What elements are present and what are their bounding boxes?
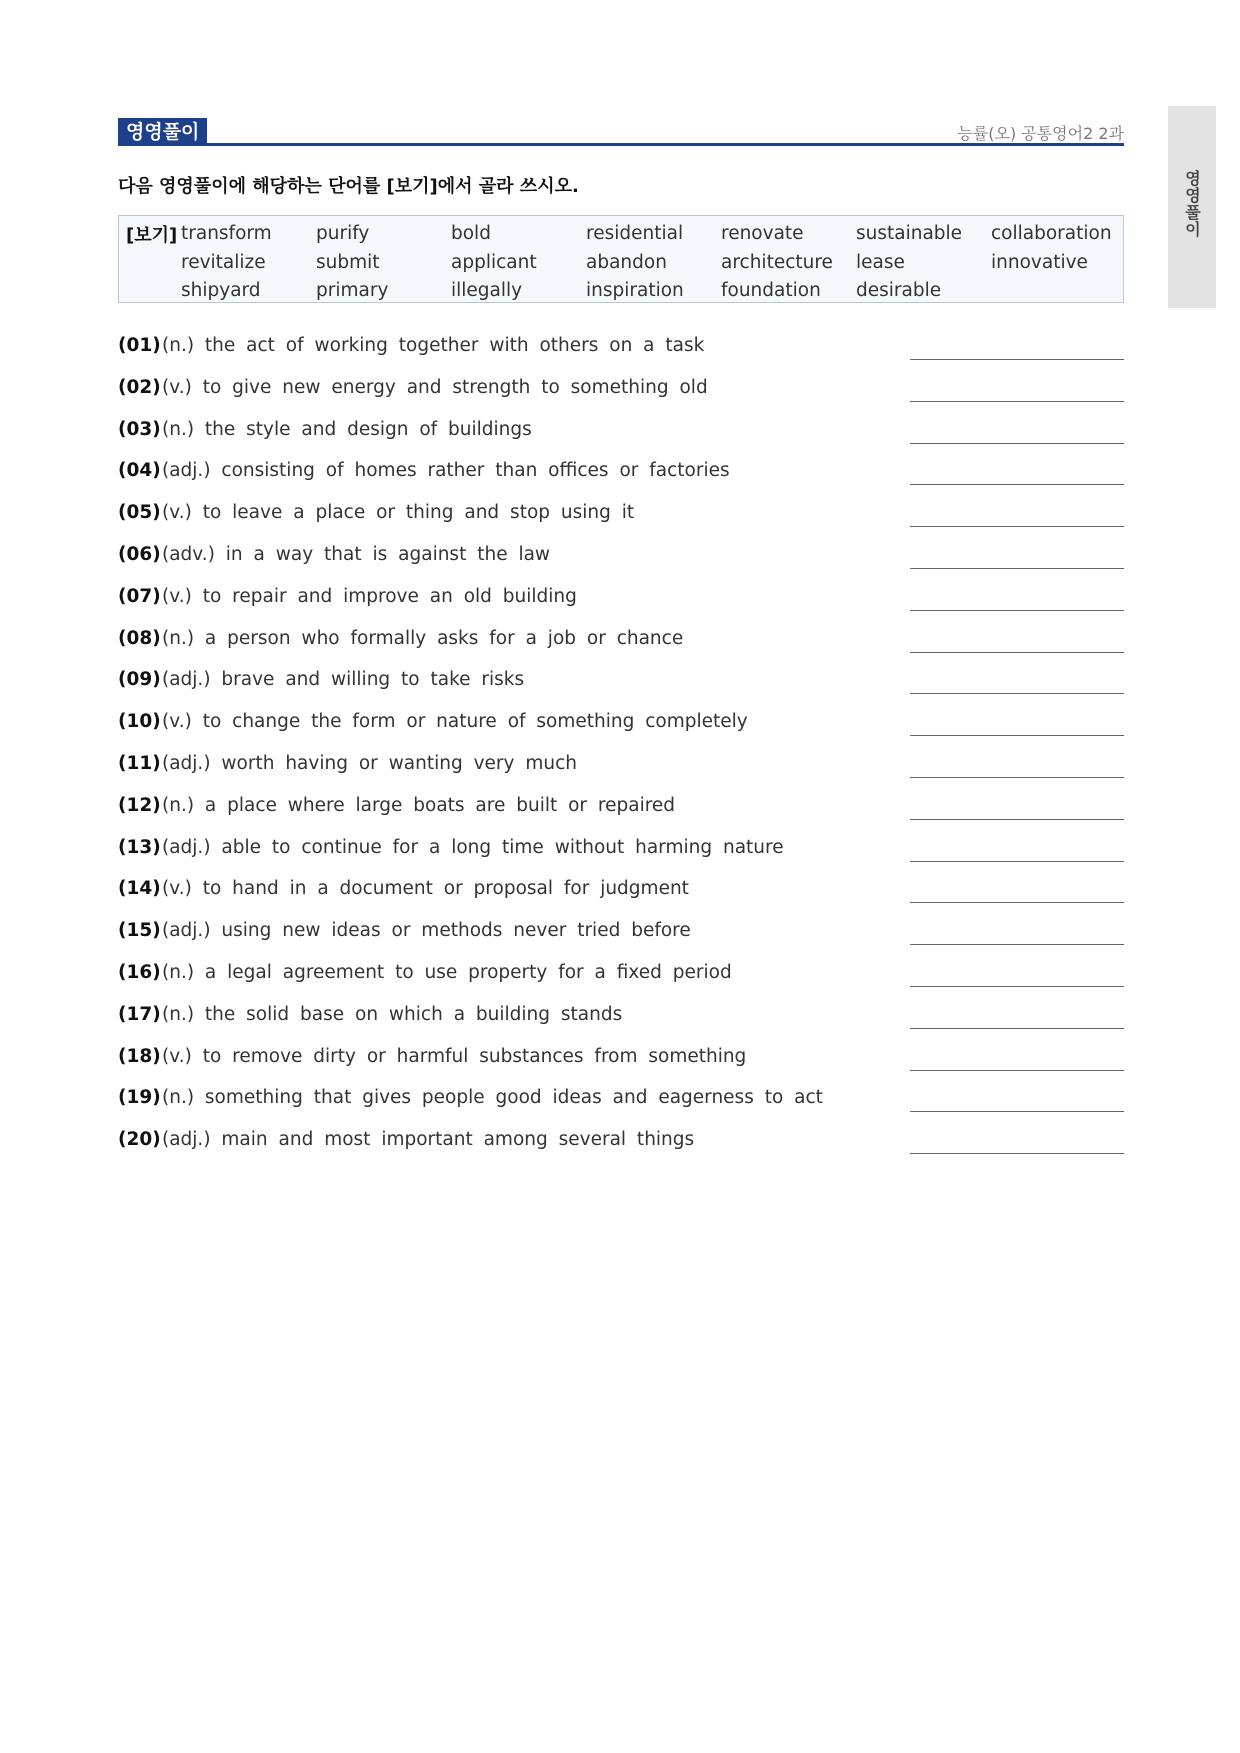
question-number: (19) (118, 1087, 161, 1109)
question-definition: (adv.) in a way that is against the law (162, 543, 551, 565)
question-row (118, 582, 1124, 624)
answer-blank[interactable] (910, 902, 1124, 903)
answer-blank[interactable] (910, 735, 1124, 736)
word-bank-item: bold (451, 223, 491, 244)
question-definition: (adj.) using new ideas or methods never tried before (162, 920, 691, 942)
question-row (118, 331, 1124, 373)
question-number: (20) (118, 1129, 161, 1151)
answer-blank[interactable] (910, 443, 1124, 444)
question-definition: (n.) the style and design of buildings (162, 418, 532, 440)
question-row (118, 1125, 1124, 1167)
question-number: (06) (118, 543, 161, 565)
question-number: (05) (118, 502, 161, 524)
word-bank-item: innovative (991, 251, 1088, 273)
page-header (118, 118, 1124, 146)
word-bank-item: submit (316, 251, 380, 273)
question-row (118, 833, 1124, 875)
word-bank-item: inspiration (586, 280, 684, 301)
question-definition: (adj.) main and most important among several things (162, 1129, 695, 1151)
question-row (118, 498, 1124, 540)
question-list (118, 331, 1124, 1167)
word-bank-item: residential (586, 223, 684, 244)
answer-blank[interactable] (910, 777, 1124, 778)
question-number: (17) (118, 1003, 161, 1025)
answer-blank[interactable] (910, 986, 1124, 987)
word-bank-grid (181, 220, 1126, 306)
question-definition: (v.) to repair and improve an old building (162, 585, 577, 607)
question-row (118, 874, 1124, 916)
question-definition: (adj.) worth having or wanting very much (162, 752, 577, 774)
question-definition: (n.) the solid base on which a building stands (162, 1003, 623, 1025)
answer-blank[interactable] (910, 1153, 1124, 1154)
question-number: (14) (118, 878, 161, 900)
word-bank-item: lease (856, 251, 905, 273)
word-bank-item: sustainable (856, 223, 963, 244)
word-bank-label: [보기] (126, 225, 178, 246)
question-definition: (adj.) able to continue for a long time without harming nature (162, 836, 784, 858)
question-row (118, 624, 1124, 666)
word-bank-item: architecture (721, 251, 833, 273)
answer-blank[interactable] (910, 568, 1124, 569)
question-definition: (n.) a place where large boats are built or repaired (162, 794, 676, 816)
question-row (118, 1042, 1124, 1084)
question-number: (07) (118, 585, 161, 607)
answer-blank[interactable] (910, 610, 1124, 611)
question-number: (02) (118, 376, 161, 398)
question-row (118, 791, 1124, 833)
question-number: (03) (118, 418, 161, 440)
word-bank-item: renovate (721, 223, 804, 244)
question-row (118, 1000, 1124, 1042)
word-bank-item: illegally (451, 280, 523, 301)
answer-blank[interactable] (910, 861, 1124, 862)
question-number: (16) (118, 961, 161, 983)
word-bank-item: purify (316, 223, 370, 244)
question-row (118, 1083, 1124, 1125)
question-row (118, 540, 1124, 582)
question-row (118, 665, 1124, 707)
answer-blank[interactable] (910, 484, 1124, 485)
question-row (118, 456, 1124, 498)
word-bank-item: applicant (451, 251, 537, 273)
answer-blank[interactable] (910, 1070, 1124, 1071)
question-definition: (n.) a person who formally asks for a job or chance (162, 627, 684, 649)
answer-blank[interactable] (910, 819, 1124, 820)
section-label: 영영풀이 (118, 118, 207, 146)
side-tab-label: 영영풀이 (1182, 170, 1202, 238)
textbook-info: 능률(오) 공통영어2 2과 (957, 124, 1124, 143)
question-definition: (v.) to hand in a document or proposal for judgment (162, 878, 689, 900)
word-bank-item: primary (316, 280, 389, 301)
answer-blank[interactable] (910, 359, 1124, 360)
answer-blank[interactable] (910, 944, 1124, 945)
answer-blank[interactable] (910, 1111, 1124, 1112)
question-definition: (n.) a legal agreement to use property for a fixed period (162, 961, 732, 983)
question-definition: (v.) to leave a place or thing and stop using it (162, 502, 635, 524)
instruction-text: 다음 영영풀이에 해당하는 단어를 [보기]에서 골라 쓰시오. (118, 176, 579, 197)
question-definition: (v.) to change the form or nature of something completely (162, 711, 748, 733)
answer-blank[interactable] (910, 652, 1124, 653)
word-bank-item: revitalize (181, 251, 266, 273)
word-bank-box (118, 215, 1124, 303)
question-number: (01) (118, 335, 161, 356)
answer-blank[interactable] (910, 1028, 1124, 1029)
question-row (118, 916, 1124, 958)
question-number: (11) (118, 752, 161, 774)
question-number: (15) (118, 920, 161, 942)
side-tab (1168, 106, 1216, 308)
question-number: (08) (118, 627, 161, 649)
word-bank-item: abandon (586, 251, 667, 273)
question-definition: (n.) the act of working together with others on a task (162, 335, 705, 356)
question-definition: (v.) to give new energy and strength to something old (162, 376, 708, 398)
question-number: (13) (118, 836, 161, 858)
question-definition: (adj.) consisting of homes rather than offices or factories (162, 460, 730, 482)
question-number: (12) (118, 794, 161, 816)
word-bank-item: desirable (856, 280, 942, 301)
question-definition: (n.) something that gives people good ideas and eagerness to act (162, 1087, 823, 1109)
word-bank-item: shipyard (181, 280, 261, 301)
question-row (118, 707, 1124, 749)
question-number: (10) (118, 711, 161, 733)
question-definition: (adj.) brave and willing to take risks (162, 669, 525, 691)
question-row (118, 749, 1124, 791)
word-bank-item: collaboration (991, 223, 1112, 244)
question-row (118, 415, 1124, 457)
answer-blank[interactable] (910, 693, 1124, 694)
word-bank-item: transform (181, 223, 272, 244)
question-number: (04) (118, 460, 161, 482)
question-definition: (v.) to remove dirty or harmful substances from something (162, 1045, 747, 1067)
question-row (118, 373, 1124, 415)
question-row (118, 958, 1124, 1000)
answer-blank[interactable] (910, 526, 1124, 527)
question-number: (09) (118, 669, 161, 691)
answer-blank[interactable] (910, 401, 1124, 402)
word-bank-item: foundation (721, 280, 821, 301)
question-number: (18) (118, 1045, 161, 1067)
